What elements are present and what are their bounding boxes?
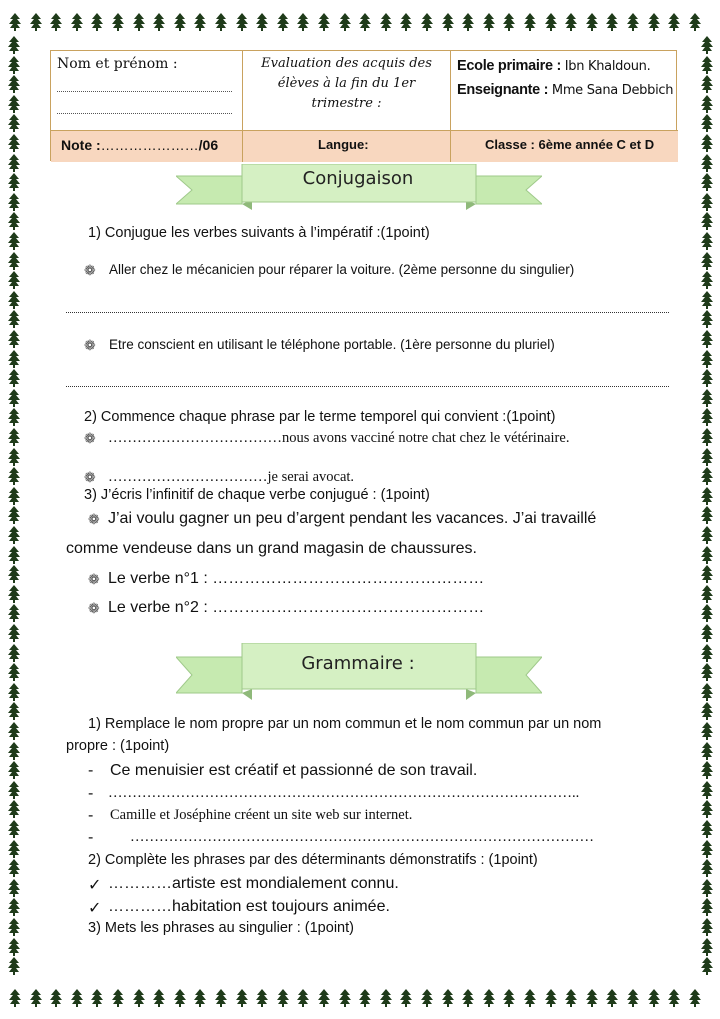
gram-q3: 3) Mets les phrases au singulier : (1point) — [88, 920, 354, 936]
tree-icon — [701, 330, 713, 348]
conj-q2-item1: ………………………………nous avons vacciné notre chat chez le vétérinaire. — [108, 430, 570, 446]
tree-icon — [503, 13, 515, 31]
tree-icon — [701, 918, 713, 936]
tree-icon — [380, 13, 392, 31]
tree-icon — [701, 232, 713, 250]
flower-bullet-icon: ❁ — [84, 337, 96, 353]
tree-icon — [701, 702, 713, 720]
dash-bullet: - — [88, 807, 94, 824]
tree-icon — [30, 13, 42, 31]
tree-icon — [133, 989, 145, 1007]
tree-icon — [112, 13, 124, 31]
tree-icon — [701, 624, 713, 642]
teacher-line: Enseignante : Mme Sana Debbich — [457, 82, 674, 98]
tree-icon — [701, 761, 713, 779]
tree-icon — [400, 13, 412, 31]
tree-icon — [297, 13, 309, 31]
flower-bullet-icon: ❁ — [88, 571, 100, 587]
tree-icon — [8, 330, 20, 348]
tree-icon — [701, 898, 713, 916]
tree-icon — [71, 13, 83, 31]
tree-icon — [8, 781, 20, 799]
tree-icon — [8, 487, 20, 505]
tree-icon — [8, 546, 20, 564]
conj-q1-item1: Aller chez le mécanicien pour réparer la voiture. (2ème personne du singulier) — [109, 262, 575, 277]
tree-icon — [8, 800, 20, 818]
gram-q1-answer1[interactable]: …………………………………………………………………………………….. — [108, 785, 580, 801]
tree-icon — [701, 840, 713, 858]
tree-icon — [8, 75, 20, 93]
tree-icon — [8, 369, 20, 387]
tree-icon — [8, 291, 20, 309]
tree-icon — [701, 310, 713, 328]
tree-icon — [627, 13, 639, 31]
tree-icon — [8, 350, 20, 368]
tree-icon — [8, 585, 20, 603]
tree-icon — [8, 742, 20, 760]
conj-q1-item2: Etre conscient en utilisant le téléphone portable. (1ère personne du pluriel) — [109, 337, 555, 352]
classe-cell — [451, 131, 678, 162]
tree-icon — [318, 989, 330, 1007]
school-line: Ecole primaire : Ibn Khaldoun. — [457, 58, 651, 74]
tree-icon — [8, 624, 20, 642]
gram-q2-item1[interactable]: …………artiste est mondialement connu. — [108, 875, 399, 892]
verb1-field[interactable]: Le verbe n°1 : …………………………………………… — [108, 570, 485, 587]
tree-icon — [483, 13, 495, 31]
tree-icon — [8, 604, 20, 622]
tree-icon — [277, 989, 289, 1007]
dash-bullet: - — [88, 785, 94, 802]
tree-icon — [701, 859, 713, 877]
tree-icon — [8, 232, 20, 250]
tree-icon — [524, 13, 536, 31]
tree-icon — [701, 467, 713, 485]
tree-icon — [701, 565, 713, 583]
tree-icon — [8, 820, 20, 838]
tree-icon — [606, 13, 618, 31]
tree-icon — [701, 271, 713, 289]
tree-icon — [701, 448, 713, 466]
tree-icon — [701, 585, 713, 603]
tree-icon — [8, 252, 20, 270]
tree-icon — [689, 989, 701, 1007]
tree-icon — [318, 13, 330, 31]
tree-icon — [153, 989, 165, 1007]
tree-icon — [606, 989, 618, 1007]
tree-icon — [9, 989, 21, 1007]
tree-icon — [701, 742, 713, 760]
tree-icon — [565, 13, 577, 31]
conj-q2: 2) Commence chaque phrase par le terme temporel qui convient :(1point) — [84, 409, 556, 425]
tree-icon — [627, 989, 639, 1007]
name-label: Nom et prénom : — [57, 56, 178, 72]
tree-icon — [701, 526, 713, 544]
tree-icon — [701, 879, 713, 897]
tree-icon — [236, 13, 248, 31]
tree-icon — [8, 212, 20, 230]
tree-icon — [8, 193, 20, 211]
tree-icon — [586, 13, 598, 31]
tree-icon — [8, 173, 20, 191]
tree-icon — [8, 271, 20, 289]
tree-icon — [668, 989, 680, 1007]
tree-icon — [359, 13, 371, 31]
tree-icon — [701, 193, 713, 211]
tree-icon — [8, 663, 20, 681]
tree-icon — [8, 56, 20, 74]
tree-icon — [297, 989, 309, 1007]
tree-icon — [701, 369, 713, 387]
tree-icon — [8, 702, 20, 720]
tree-icon — [8, 644, 20, 662]
conj-q3: 3) J’écris l’infinitif de chaque verbe conjugué : (1point) — [84, 487, 430, 503]
tree-icon — [71, 989, 83, 1007]
conj-q3-sentence-l2: comme vendeuse dans un grand magasin de chaussures. — [66, 540, 477, 557]
tree-icon — [701, 938, 713, 956]
conj-q2-item2: ……………………………je serai avocat. — [108, 469, 355, 485]
tree-icon — [215, 989, 227, 1007]
tree-icon — [8, 428, 20, 446]
langue-cell — [243, 131, 451, 162]
gram-q2-item2[interactable]: …………habitation est toujours animée. — [108, 898, 390, 915]
grammaire-title: Grammaire : — [301, 653, 415, 674]
classe-label: Classe : 6ème année C et D — [485, 137, 655, 152]
check-icon: ✓ — [88, 900, 102, 917]
tree-icon — [701, 154, 713, 172]
flower-bullet-icon: ❁ — [84, 469, 96, 485]
tree-icon — [8, 36, 20, 54]
tree-icon — [8, 938, 20, 956]
tree-icon — [50, 989, 62, 1007]
evaluation-title: Evaluation des acquis des élèves à la fin du 1er trimestre : — [261, 56, 432, 111]
flower-bullet-icon: ❁ — [84, 430, 96, 446]
tree-icon — [112, 989, 124, 1007]
tree-icon — [701, 134, 713, 152]
dash-bullet: - — [88, 829, 94, 846]
tree-icon — [701, 114, 713, 132]
tree-icon — [8, 859, 20, 877]
tree-icon — [701, 820, 713, 838]
tree-icon — [701, 408, 713, 426]
tree-icon — [545, 989, 557, 1007]
tree-icon — [8, 722, 20, 740]
tree-icon — [701, 95, 713, 113]
tree-icon — [701, 389, 713, 407]
tree-icon — [701, 350, 713, 368]
tree-icon — [701, 546, 713, 564]
tree-icon — [545, 13, 557, 31]
tree-icon — [194, 989, 206, 1007]
tree-icon — [91, 13, 103, 31]
tree-icon — [421, 13, 433, 31]
tree-icon — [701, 428, 713, 446]
name-line-1[interactable] — [57, 91, 232, 92]
tree-icon — [483, 989, 495, 1007]
note-cell — [51, 131, 243, 162]
conj-q1-answer2[interactable] — [66, 386, 669, 387]
conj-q1: 1) Conjugue les verbes suivants à l’impératif :(1point) — [88, 225, 430, 241]
tree-icon — [8, 389, 20, 407]
tree-icon — [194, 13, 206, 31]
tree-icon — [8, 565, 20, 583]
tree-icon — [701, 487, 713, 505]
gram-q1-l1: 1) Remplace le nom propre par un nom commun et le nom commun par un nom — [88, 716, 602, 732]
tree-icon — [462, 989, 474, 1007]
langue-label: Langue: — [318, 137, 369, 152]
tree-icon — [701, 683, 713, 701]
tree-icon — [359, 989, 371, 1007]
tree-icon — [339, 989, 351, 1007]
tree-icon — [30, 989, 42, 1007]
tree-icon — [8, 95, 20, 113]
tree-icon — [8, 154, 20, 172]
tree-icon — [8, 467, 20, 485]
conjugaison-title: Conjugaison — [302, 168, 414, 189]
grammaire-banner — [176, 643, 542, 683]
tree-icon — [8, 114, 20, 132]
tree-icon — [277, 13, 289, 31]
tree-icon — [8, 879, 20, 897]
tree-icon — [668, 13, 680, 31]
gram-q1-item2: Camille et Joséphine créent un site web sur internet. — [110, 807, 413, 823]
tree-icon — [689, 13, 701, 31]
tree-icon — [648, 989, 660, 1007]
tree-icon — [701, 644, 713, 662]
gram-q1-item1: Ce menuisier est créatif et passionné de son travail. — [110, 762, 478, 779]
tree-icon — [701, 252, 713, 270]
conj-q1-answer1[interactable] — [66, 312, 669, 313]
tree-icon — [701, 722, 713, 740]
tree-icon — [701, 36, 713, 54]
tree-icon — [8, 134, 20, 152]
tree-icon — [400, 989, 412, 1007]
gram-q1-l2: propre : (1point) — [66, 738, 170, 754]
tree-icon — [174, 13, 186, 31]
tree-icon — [524, 989, 536, 1007]
tree-icon — [256, 13, 268, 31]
flower-bullet-icon: ❁ — [88, 511, 100, 527]
tree-icon — [421, 989, 433, 1007]
tree-icon — [153, 13, 165, 31]
tree-icon — [701, 212, 713, 230]
tree-icon — [236, 989, 248, 1007]
tree-icon — [8, 408, 20, 426]
tree-icon — [174, 989, 186, 1007]
tree-icon — [701, 800, 713, 818]
gram-q2: 2) Complète les phrases par des déterminants démonstratifs : (1point) — [88, 852, 538, 868]
name-cell — [51, 51, 243, 131]
tree-icon — [50, 13, 62, 31]
tree-icon — [442, 13, 454, 31]
tree-icon — [256, 989, 268, 1007]
check-icon: ✓ — [88, 877, 102, 894]
note-label: Note :…………………/06 — [61, 137, 219, 153]
tree-icon — [91, 989, 103, 1007]
verb2-field[interactable]: Le verbe n°2 : …………………………………………… — [108, 599, 485, 616]
name-line-2[interactable] — [57, 113, 232, 114]
tree-icon — [9, 13, 21, 31]
tree-icon — [8, 310, 20, 328]
tree-icon — [339, 13, 351, 31]
evaluation-title-cell — [243, 51, 451, 131]
tree-icon — [462, 13, 474, 31]
tree-icon — [8, 898, 20, 916]
school-cell — [451, 51, 678, 131]
tree-icon — [701, 663, 713, 681]
gram-q1-answer2[interactable]: …………………………………………………………………………………… — [130, 829, 594, 845]
tree-icon — [215, 13, 227, 31]
tree-icon — [8, 957, 20, 975]
header-table — [50, 50, 677, 161]
tree-icon — [442, 989, 454, 1007]
tree-icon — [565, 989, 577, 1007]
tree-icon — [8, 840, 20, 858]
flower-bullet-icon: ❁ — [84, 262, 96, 278]
tree-icon — [503, 989, 515, 1007]
tree-icon — [701, 75, 713, 93]
dash-bullet: - — [88, 762, 94, 779]
tree-icon — [8, 683, 20, 701]
tree-icon — [701, 291, 713, 309]
flower-bullet-icon: ❁ — [88, 600, 100, 616]
tree-icon — [8, 448, 20, 466]
tree-icon — [8, 526, 20, 544]
tree-icon — [701, 604, 713, 622]
tree-icon — [701, 173, 713, 191]
tree-icon — [8, 761, 20, 779]
tree-icon — [8, 918, 20, 936]
tree-icon — [380, 989, 392, 1007]
conjugaison-banner — [176, 164, 542, 204]
tree-icon — [701, 506, 713, 524]
tree-icon — [133, 13, 145, 31]
conj-q3-sentence-l1: J’ai voulu gagner un peu d’argent pendant les vacances. J’ai travaillé — [108, 510, 597, 527]
tree-icon — [701, 781, 713, 799]
tree-icon — [586, 989, 598, 1007]
tree-icon — [648, 13, 660, 31]
tree-icon — [701, 56, 713, 74]
tree-icon — [8, 506, 20, 524]
tree-icon — [701, 957, 713, 975]
